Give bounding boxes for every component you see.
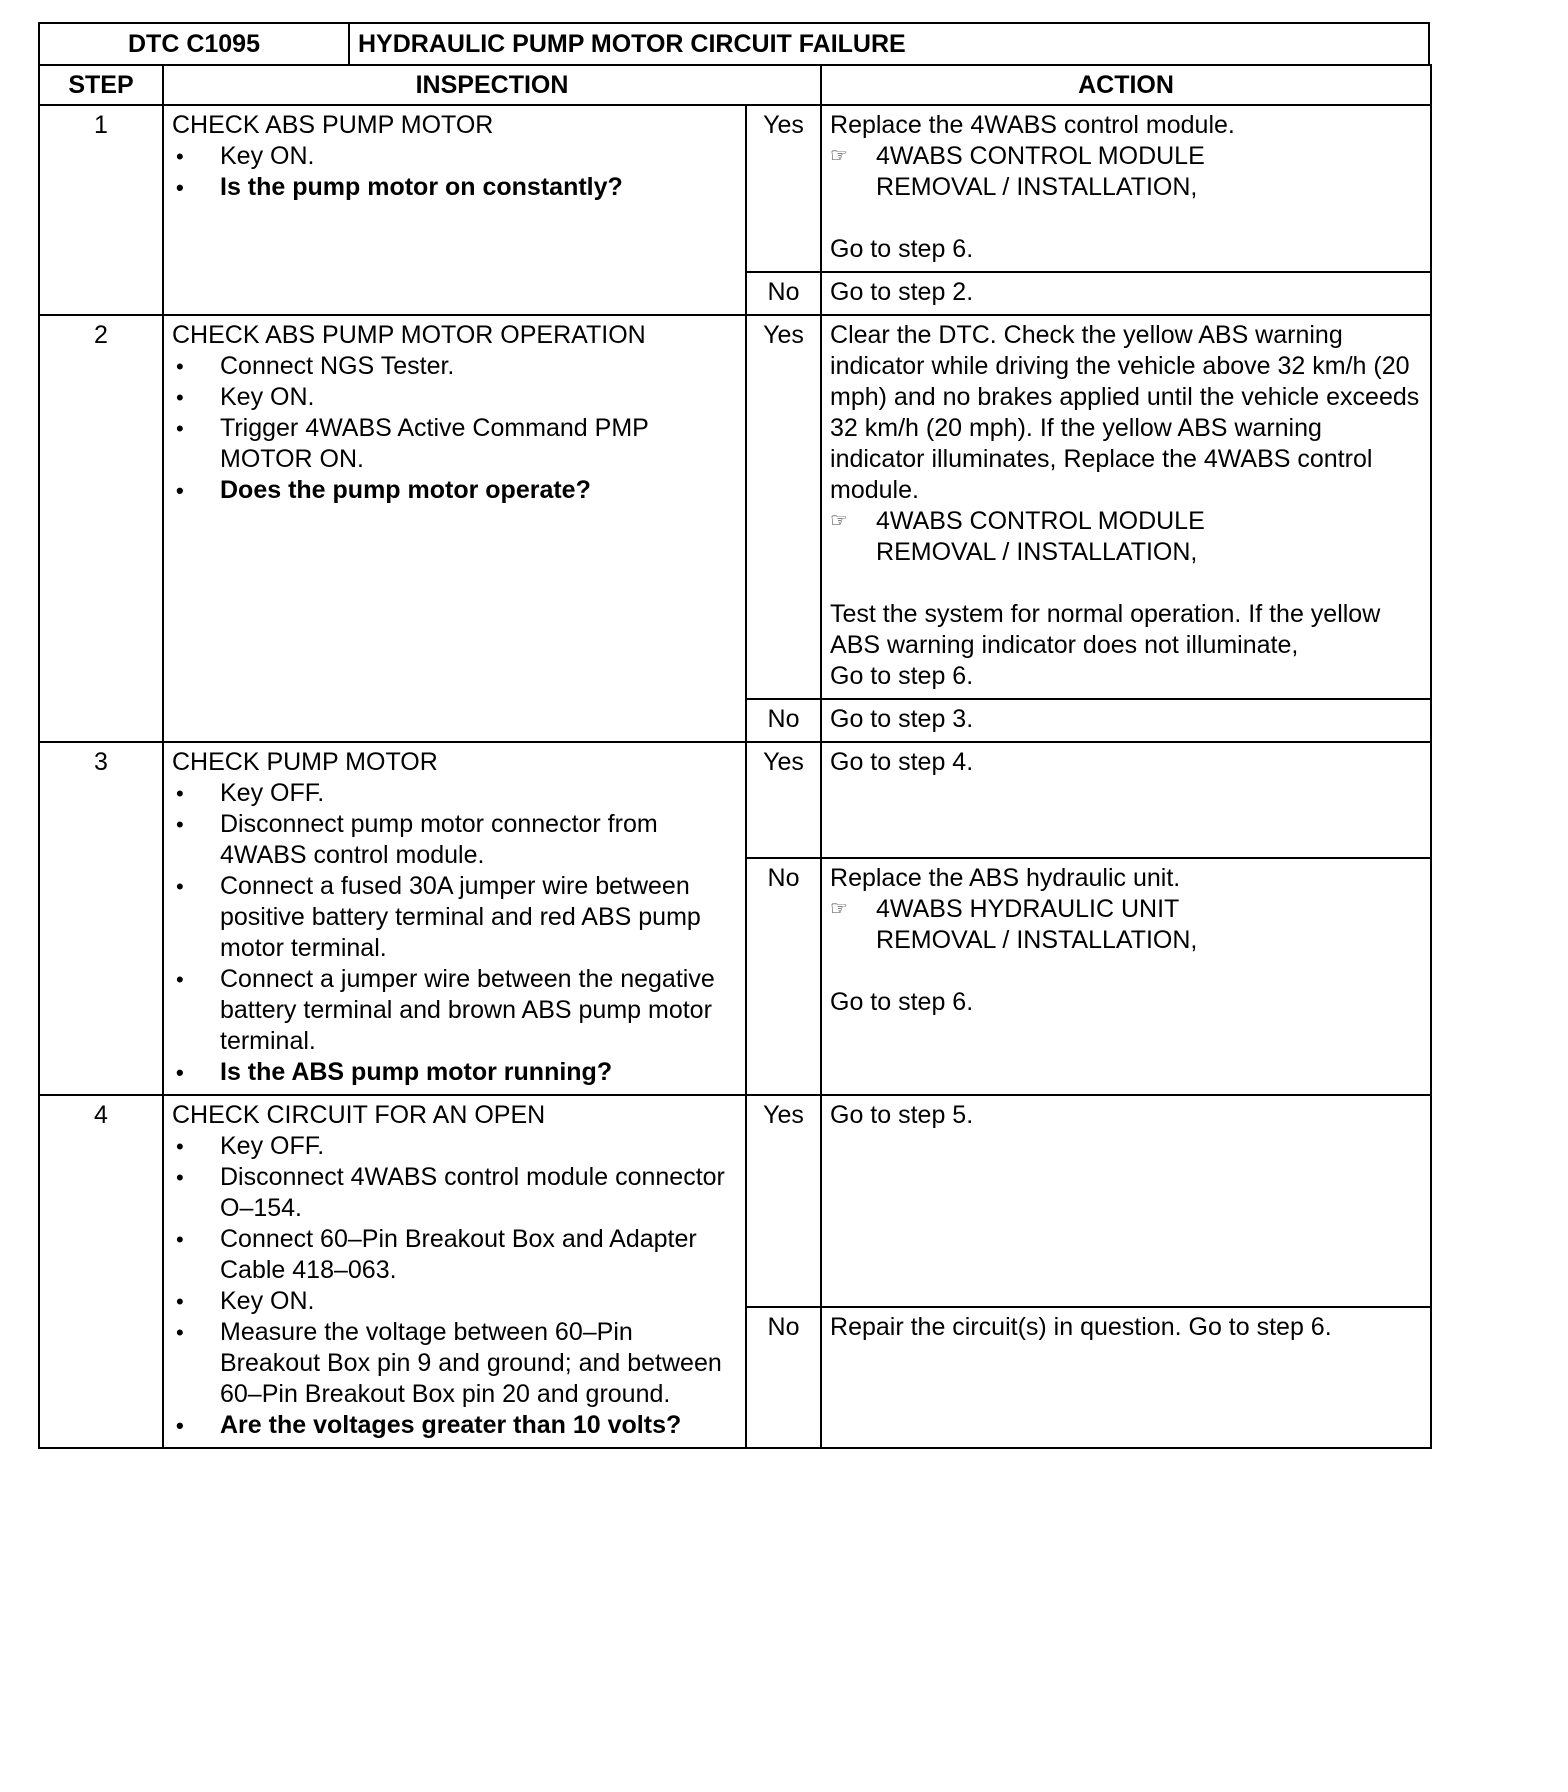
no-action: Go to step 2.	[821, 272, 1431, 315]
inspection-bullet: • Connect NGS Tester.	[172, 351, 737, 382]
dtc-title: HYDRAULIC PUMP MOTOR CIRCUIT FAILURE	[349, 23, 1429, 65]
inspection-question: • Does the pump motor operate?	[172, 475, 737, 506]
step-1-yes-row	[39, 105, 1431, 272]
inspection-bullet: • Connect a jumper wire between the negative battery terminal and brown ABS pump motor terminal.	[172, 964, 737, 1057]
no-label: No	[746, 272, 821, 315]
yes-label: Yes	[746, 105, 821, 272]
inspection-title: CHECK ABS PUMP MOTOR	[172, 111, 494, 139]
inspection-bullet: • Connect a fused 30A jumper wire between positive battery terminal and red ABS pump motor terminal.	[172, 871, 737, 964]
inspection-question: • Is the pump motor on constantly?	[172, 172, 737, 203]
action-text: Go to step 6.	[830, 988, 974, 1016]
step-number: 4	[39, 1095, 163, 1448]
pointing-hand-icon: ☞	[830, 510, 848, 532]
inspection-bullet: • Key OFF.	[172, 1131, 737, 1162]
reference-line: REMOVAL / INSTALLATION,	[876, 173, 1198, 201]
step-inspection	[163, 1095, 746, 1448]
no-action	[821, 858, 1431, 1095]
no-label: No	[746, 858, 821, 1095]
step-number: 2	[39, 315, 163, 742]
inspection-title: CHECK ABS PUMP MOTOR OPERATION	[172, 321, 646, 349]
reference-line: REMOVAL / INSTALLATION,	[876, 538, 1198, 566]
reference	[830, 506, 1422, 568]
pointing-hand-icon: ☞	[830, 145, 848, 167]
action-text: Test the system for normal operation. If the yellow ABS warning indicator does not illuminate,	[830, 600, 1381, 659]
pointing-hand-icon: ☞	[830, 898, 848, 920]
inspection-question: • Are the voltages greater than 10 volts?	[172, 1410, 737, 1441]
inspection-question: • Is the ABS pump motor running?	[172, 1057, 737, 1088]
step-number: 3	[39, 742, 163, 1095]
reference-line: REMOVAL / INSTALLATION,	[876, 926, 1198, 954]
no-label: No	[746, 699, 821, 742]
inspection-title: CHECK PUMP MOTOR	[172, 748, 438, 776]
inspection-bullet: • Key ON.	[172, 382, 737, 413]
yes-label: Yes	[746, 742, 821, 858]
dtc-header	[38, 22, 1430, 66]
reference	[830, 894, 1422, 956]
yes-action: Go to step 4.	[821, 742, 1431, 858]
step-2-yes-row	[39, 315, 1431, 699]
no-label: No	[746, 1307, 821, 1448]
dtc-code: DTC C1095	[39, 23, 349, 65]
reference-line: 4WABS CONTROL MODULE	[876, 507, 1205, 535]
inspection-title: CHECK CIRCUIT FOR AN OPEN	[172, 1101, 546, 1129]
diagnostic-table	[38, 64, 1432, 1449]
step-inspection	[163, 742, 746, 1095]
yes-action: Go to step 5.	[821, 1095, 1431, 1307]
yes-action	[821, 315, 1431, 699]
step-4-yes-row	[39, 1095, 1431, 1307]
step-inspection	[163, 105, 746, 315]
step-number: 1	[39, 105, 163, 315]
step-3-yes-row	[39, 742, 1431, 858]
column-step: STEP	[39, 65, 163, 105]
action-text: Replace the ABS hydraulic unit.	[830, 864, 1181, 892]
inspection-bullet: • Disconnect pump motor connector from 4WABS control module.	[172, 809, 737, 871]
action-text: Clear the DTC. Check the yellow ABS warning indicator while driving the vehicle above 32 km/h (20 mph) and no brakes applied until the vehicle exceeds 32 km/h (20 mph). If the yellow ABS warning indicator illuminates, Replace the 4WABS control module.	[830, 321, 1420, 504]
no-action: Go to step 3.	[821, 699, 1431, 742]
action-text: Replace the 4WABS control module.	[830, 111, 1235, 139]
step-inspection	[163, 315, 746, 742]
inspection-bullet: • Connect 60–Pin Breakout Box and Adapter Cable 418–063.	[172, 1224, 737, 1286]
dtc-document	[38, 22, 1430, 1449]
yes-label: Yes	[746, 315, 821, 699]
inspection-bullet: • Key ON.	[172, 1286, 737, 1317]
inspection-bullet: • Trigger 4WABS Active Command PMP MOTOR ON.	[172, 413, 737, 475]
reference	[830, 141, 1422, 203]
column-action: ACTION	[821, 65, 1431, 105]
yes-label: Yes	[746, 1095, 821, 1307]
inspection-bullet: • Key OFF.	[172, 778, 737, 809]
no-action: Repair the circuit(s) in question. Go to step 6.	[821, 1307, 1431, 1448]
column-inspection: INSPECTION	[163, 65, 821, 105]
yes-action	[821, 105, 1431, 272]
reference-line: 4WABS HYDRAULIC UNIT	[876, 895, 1180, 923]
inspection-bullet: • Disconnect 4WABS control module connector O–154.	[172, 1162, 737, 1224]
action-text: Go to step 6.	[830, 235, 974, 263]
column-header-row	[39, 65, 1431, 105]
inspection-bullet: • Measure the voltage between 60–Pin Breakout Box pin 9 and ground; and between 60–Pin Breakout Box pin 20 and ground.	[172, 1317, 737, 1410]
action-text: Go to step 6.	[830, 662, 974, 690]
reference-line: 4WABS CONTROL MODULE	[876, 142, 1205, 170]
inspection-bullet: • Key ON.	[172, 141, 737, 172]
